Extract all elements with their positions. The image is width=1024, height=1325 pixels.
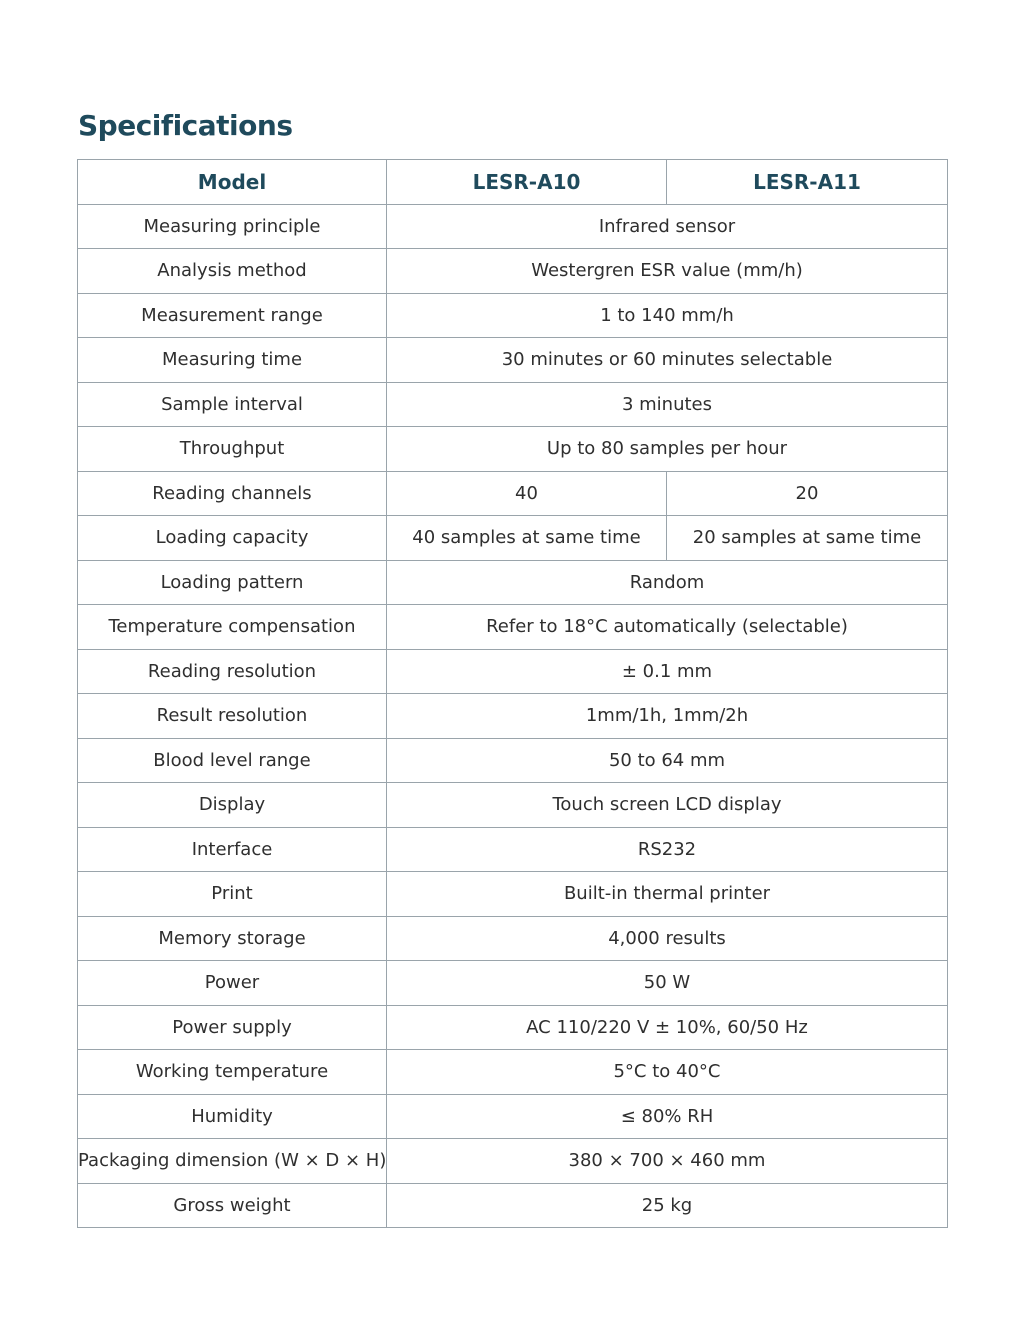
spec-label: Power supply: [78, 1005, 387, 1050]
model-a11-header-cell: LESR-A11: [667, 160, 948, 205]
table-row: [78, 1005, 948, 1050]
spec-value: 1 to 140 mm/h: [387, 293, 948, 338]
spec-value: 1mm/1h, 1mm/2h: [387, 694, 948, 739]
spec-label: Gross weight: [78, 1183, 387, 1228]
table-row: [78, 961, 948, 1006]
table-row: [78, 1139, 948, 1184]
spec-label: Temperature compensation: [78, 605, 387, 650]
spec-label: Analysis method: [78, 249, 387, 294]
spec-label: Measuring time: [78, 338, 387, 383]
spec-value: AC 110/220 V ± 10%, 60/50 Hz: [387, 1005, 948, 1050]
spec-value: RS232: [387, 827, 948, 872]
table-row: [78, 694, 948, 739]
table-row: [78, 560, 948, 605]
table-row: [78, 916, 948, 961]
spec-value: Random: [387, 560, 948, 605]
table-row: [78, 738, 948, 783]
spec-value: 25 kg: [387, 1183, 948, 1228]
spec-label: Packaging dimension (W × D × H): [78, 1139, 387, 1184]
table-row: [78, 249, 948, 294]
table-row: [78, 827, 948, 872]
spec-value: Touch screen LCD display: [387, 783, 948, 828]
spec-label: Measuring principle: [78, 204, 387, 249]
spec-label: Loading pattern: [78, 560, 387, 605]
spec-label: Working temperature: [78, 1050, 387, 1095]
spec-value: Refer to 18°C automatically (selectable): [387, 605, 948, 650]
spec-label: Sample interval: [78, 382, 387, 427]
model-header-cell: Model: [78, 160, 387, 205]
table-row: [78, 783, 948, 828]
spec-value-a10: 40 samples at same time: [387, 516, 667, 561]
spec-label: Reading channels: [78, 471, 387, 516]
table-row: [78, 204, 948, 249]
spec-value: Built-in thermal printer: [387, 872, 948, 917]
model-a10-header-cell: LESR-A10: [387, 160, 667, 205]
spec-value: Westergren ESR value (mm/h): [387, 249, 948, 294]
spec-value: 30 minutes or 60 minutes selectable: [387, 338, 948, 383]
table-row: [78, 872, 948, 917]
spec-label: Display: [78, 783, 387, 828]
spec-value: 380 × 700 × 460 mm: [387, 1139, 948, 1184]
spec-label: Print: [78, 872, 387, 917]
table-row: [78, 1094, 948, 1139]
page-title: Specifications: [78, 109, 293, 142]
table-row: [78, 382, 948, 427]
spec-label: Humidity: [78, 1094, 387, 1139]
table-row: [78, 1050, 948, 1095]
spec-label: Loading capacity: [78, 516, 387, 561]
spec-value: ≤ 80% RH: [387, 1094, 948, 1139]
spec-value: 50 to 64 mm: [387, 738, 948, 783]
spec-value: Infrared sensor: [387, 204, 948, 249]
spec-value-a11: 20 samples at same time: [667, 516, 948, 561]
table-row: [78, 338, 948, 383]
specifications-table: [77, 159, 948, 1228]
table-row: [78, 516, 948, 561]
table-row: [78, 293, 948, 338]
spec-label: Blood level range: [78, 738, 387, 783]
spec-label: Throughput: [78, 427, 387, 472]
table-row: [78, 1183, 948, 1228]
spec-label: Memory storage: [78, 916, 387, 961]
table-row: [78, 649, 948, 694]
spec-value: 3 minutes: [387, 382, 948, 427]
spec-value: 4,000 results: [387, 916, 948, 961]
spec-value: Up to 80 samples per hour: [387, 427, 948, 472]
table-row: [78, 471, 948, 516]
spec-value: ± 0.1 mm: [387, 649, 948, 694]
spec-value: 5°C to 40°C: [387, 1050, 948, 1095]
spec-label: Interface: [78, 827, 387, 872]
spec-label: Measurement range: [78, 293, 387, 338]
spec-label: Power: [78, 961, 387, 1006]
table-row: [78, 605, 948, 650]
spec-value-a10: 40: [387, 471, 667, 516]
table-header-row: [78, 160, 948, 205]
table-row: [78, 427, 948, 472]
spec-label: Reading resolution: [78, 649, 387, 694]
spec-label: Result resolution: [78, 694, 387, 739]
spec-value: 50 W: [387, 961, 948, 1006]
spec-value-a11: 20: [667, 471, 948, 516]
